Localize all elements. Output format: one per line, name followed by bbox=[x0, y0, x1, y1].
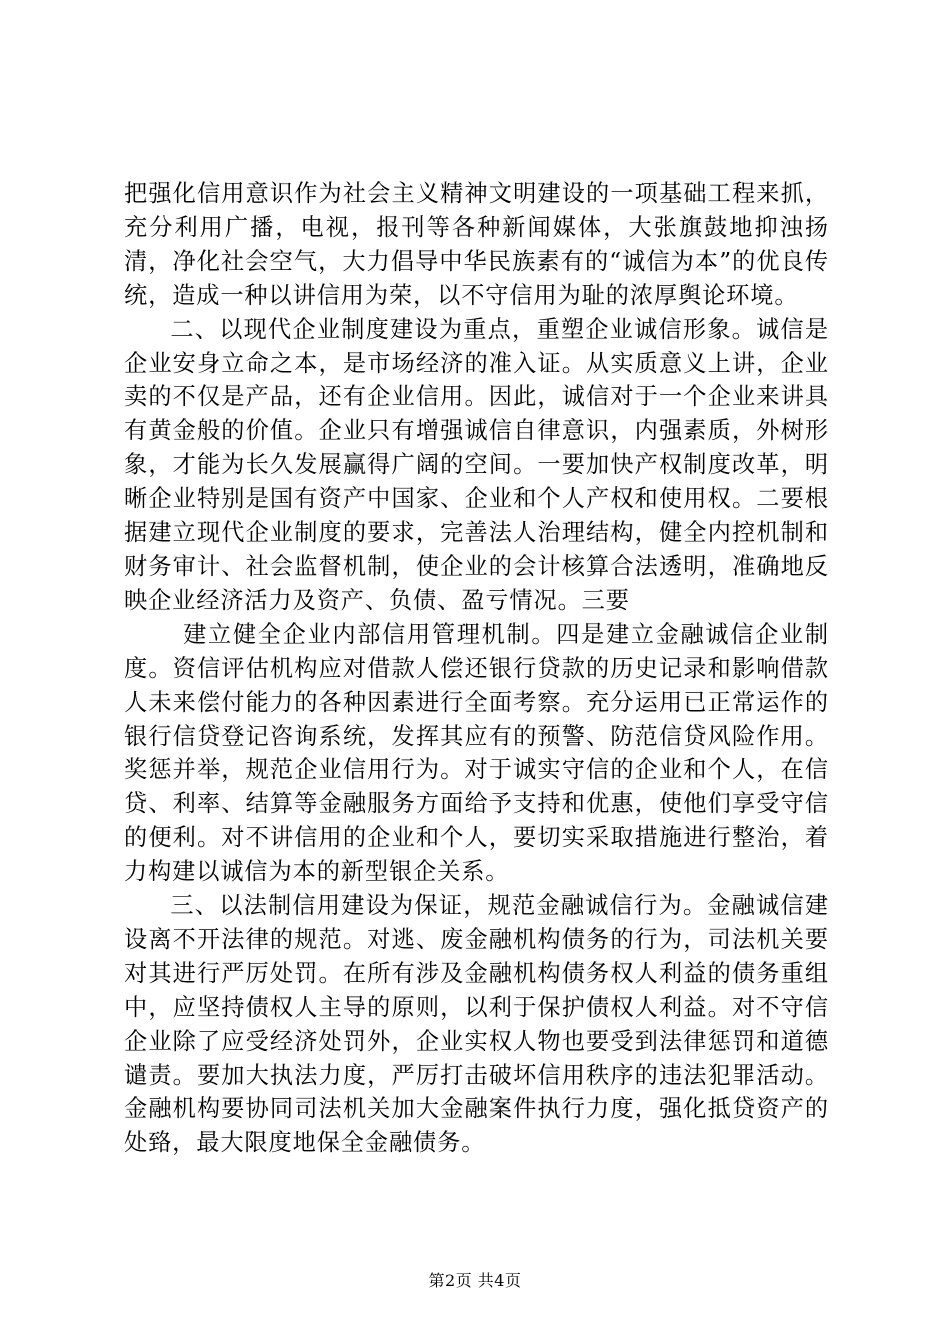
page-number-footer: 第2页 共4页 bbox=[428, 1271, 522, 1290]
paragraph-credit-awareness: 把强化信用意识作为社会主义精神文明建设的一项基础工程来抓，充分利用广播，电视，报刊等各种新闻媒体，大张旗鼓地抑浊扬清，净化社会空气，大力倡导中华民族素有的“诚信为本”的优良传统，造成一种以讲信用为荣，以不守信用为耻的浓厚舆论环境。 bbox=[124, 180, 829, 309]
paragraph-internal-credit-management: 建立健全企业内部信用管理机制。四是建立金融诚信企业制度。资信评估机构应对借款人偿还银行贷款的历史记录和影响借款人未来偿付能力的各种因素进行全面考察。充分运用已正常运作的银行信贷登记咨询系统，发挥其应有的预警、防范信贷风险作用。奖惩并举，规范企业信用行为。对于诚实守信的企业和个人，在信贷、利率、结算等金融服务方面给予支持和优惠，使他们享受守信的便利。对不讲信用的企业和个人，要切实采取措施进行整治，着力构建以诚信为本的新型银企关系。 bbox=[124, 620, 829, 886]
paragraph-enterprise-integrity: 二、以现代企业制度建设为重点，重塑企业诚信形象。诚信是企业安身立命之本，是市场经济的准入证。从实质意义上讲，企业卖的不仅是产品，还有企业信用。因此，诚信对于一个企业来讲具有黄金般的价值。企业只有增强诚信自律意识，内强素质，外树形象，才能为长久发展赢得广阔的空间。一要加快产权制度改革，明晰企业特别是国有资产中国家、企业和个人产权和使用权。二要根据建立现代企业制度的要求，完善法人治理结构，健全内控机制和财务审计、社会监督机制，使企业的会计核算合法透明，准确地反映企业经济活力及资产、负债、盈亏情况。三要 bbox=[124, 315, 829, 614]
paragraph-legal-credit: 三、以法制信用建设为保证，规范金融诚信行为。金融诚信建设离不开法律的规范。对逃、废金融机构债务的行为，司法机关要对其进行严厉处罚。在所有涉及金融机构债务权人利益的债务重组中，应坚持债权人主导的原则，以利于保护债权人利益。对不守信企业除了应受经济处罚外，企业实权人物也要受到法律惩罚和道德谴责。要加大执法力度，严厉打击破坏信用秩序的违法犯罪活动。金融机构要协同司法机关加大金融案件执行力度，强化抵贷资产的处臵，最大限度地保全金融债务。 bbox=[124, 892, 829, 1157]
document-body bbox=[124, 177, 829, 1160]
